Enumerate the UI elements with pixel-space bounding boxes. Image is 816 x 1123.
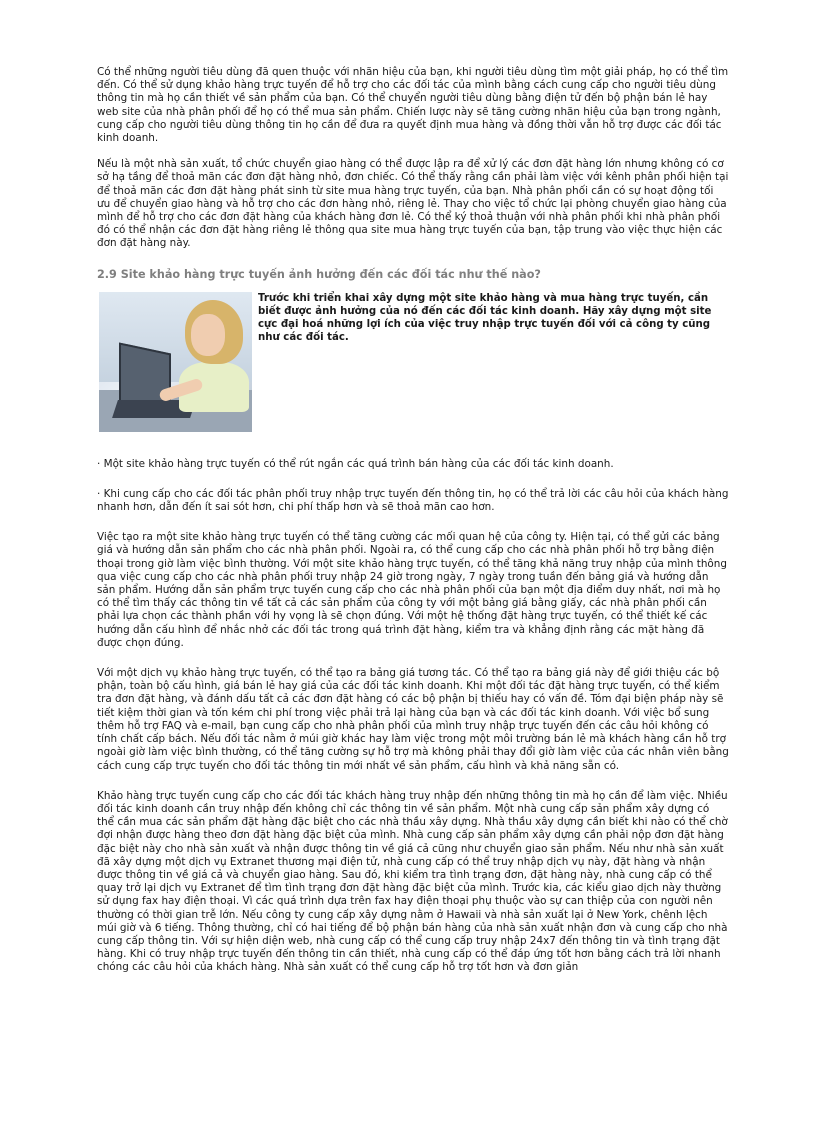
photo-woman-laptop [99,292,252,432]
paragraph-intro-1: Có thể những người tiêu dùng đã quen thuộc với nhãn hiệu của bạn, khi người tiêu dùng tìm một giải pháp, họ có thể tìm đến. Có thể sử dụng khảo hàng trực tuyến để hỗ trợ cho các đối tác của mình bằng cách cung cấp cho người tiêu dùng thông tin mà họ cần thiết về sản phẩm của bạn. Có thể chuyển người tiêu dùng bằng điện tử đến bộ phận bán lẻ hay web site của nhà phân phối để họ có thể mua sản phẩm. Chiến lược này sẽ tăng cường nhãn hiệu của bạn trong ngành, cung cấp cho người tiêu dùng thông tin họ cần để đưa ra quyết định mua hàng và đồng thời vẫn hỗ trợ được các đối tác kinh doanh. [97,66,729,145]
lead-text: Trước khi triển khai xây dựng một site khảo hàng và mua hàng trực tuyến, cần biết được ảnh hưởng của nó đến các đối tác kinh doanh. Hãy xây dựng một site cực đại hoá những lợi ích của việc truy nhập trực tuyến đối với cả công ty cũng như các đối tác. [258,292,712,344]
bullet-item: · Một site khảo hàng trực tuyến có thể rút ngắn các quá trình bán hàng của các đối tác kinh doanh. [97,457,614,470]
paragraph-body-1: Việc tạo ra một site khảo hàng trực tuyến có thể tăng cường các mối quan hệ của công ty. Hiện tại, có thể gửi các bảng giá và hướng dẫn sản phẩm cho các nhà phân phối. Ngoài ra, có thể cung cấp cho các nhà phân phối hỗ trợ bằng điện thoại trong giờ làm việc bình thường. Với một site khảo hàng trực tuyến, có thể tăng khả năng truy nhập của mình thông qua việc cung cấp cho các nhà phân phối truy nhập 24 giờ trong ngày, 7 ngày trong tuần đến bảng giá và hướng dẫn sản phẩm. Hướng dẫn sản phẩm trực tuyến cung cấp cho các nhà phân phối của bạn một địa điểm duy nhất, nơi mà họ có thể tìm thấy các thông tin về tất cả các sản phẩm của công ty với một bảng giá bằng giấy, các nhà phân phối cần phải lựa chọn các thành phần với hy vọng là sẽ chọn đúng. Với một hệ thống đặt hàng trực tuyến, có thể thiết kế các hướng dẫn cấu hình để nhắc nhở các đối tác trong quá trình đặt hàng, kiểm tra và khẳng định rằng các mặt hàng đã được chọn đúng. [97,531,727,649]
bullet-item: · Khi cung cấp cho các đối tác phân phối truy nhập trực tuyến đến thông tin, họ có thể trả lời các câu hỏi của khách hàng nhanh hơn, dẫn đến ít sai sót hơn, chi phí thấp hơn và sẽ thoả mãn cao hơn. [97,487,729,514]
paragraph-body-3: Khảo hàng trực tuyến cung cấp cho các đối tác khách hàng truy nhập đến những thông tin mà họ cần để làm việc. Nhiều đối tác kinh doanh cần truy nhập đến không chỉ các thông tin về sản phẩm. Một nhà cung cấp sản phẩm xây dựng có thể cần mua các sản phẩm đặt hàng đặc biệt cho các nhà thầu xây dựng. Nhà thầu xây dựng cần biết khi nào có thể chờ đợi nhận được hàng theo đơn đặt hàng đặc biệt của mình. Nhà cung cấp sản phẩm xây dựng cần phải nộp đơn đặt hàng đặc biệt này cho nhà sản xuất và nhận được thông tin về giá cả cũng như chuyển giao sản phẩm. Nếu như nhà sản xuất đã xây dựng một dịch vụ Extranet thương mại điện tử, nhà cung cấp có thể truy nhập dịch vụ này, đặt hàng và nhận được thông tin về giá cả và chuyển giao hàng. Sau đó, khi kiểm tra tình trạng đơn, đặt hàng này, nhà cung cấp có thể quay trở lại dịch vụ Extranet để tìm tình trạng đơn đặt hàng đặc biệt của mình. Trước kia, các kiểu giao dịch này thường sử dụng fax hay điện thoại. Vì các quá trình dựa trên fax hay điện thoại phụ thuộc vào sự can thiệp của con người nên thường có thời gian trễ lớn. Nếu công ty cung cấp xây dựng nằm ở Hawaii và nhà sản xuất lại ở New York, chênh lệch múi giờ và 6 tiếng. Thông thường, chỉ có hai tiếng để bộ phận bán hàng của nhà sản xuất nhận đơn và cung cấp cho nhà cung cấp thông tin. Với sự hiện diện web, nhà cung cấp có thể cung cấp truy nhập 24x7 đến thông tin và tình trạng đặt hàng. Khi có truy nhập trực tuyến đến thông tin cần thiết, nhà cung cấp có thể đáp ứng tốt hơn bằng cách trả lời nhanh chóng các câu hỏi của khách hàng. Nhà sản xuất có thể cung cấp hỗ trợ tốt hơn và đơn giản [97,789,728,974]
paragraph-body-2: Với một dịch vụ khảo hàng trực tuyến, có thể tạo ra bảng giá tương tác. Có thể tạo ra bảng giá này để giới thiệu các bộ phận, toàn bộ cấu hình, giá bán lẻ hay giá của các đối tác kinh doanh. Khi một đối tác đặt hàng trực tuyến, có thể kiểm tra đơn đặt hàng, và đánh dấu tất cả các đơn đặt hàng có các bộ phận bị thiếu hay có vấn đề. Tóm đại biện pháp này sẽ tiết kiệm thời gian và tốn kém chi phí trong việc phải trả lại hàng của bạn và các đối tác kinh doanh. Với việc bổ sung thêm hỗ trợ FAQ và e-mail, bạn cung cấp cho nhà phân phối của mình truy nhập trực tuyến đến các câu hỏi không có tính chất cấp bách. Nếu đối tác nằm ở múi giờ khác hay làm việc trong một môi trường bán lẻ mà khách hàng cần hỗ trợ ngoài giờ làm việc bình thường, có thể tăng cường sự hỗ trợ mà không phải thay đổi giờ làm việc của các nhân viên bằng cách cung cấp trực tuyến cho đối tác thông tin mới nhất về sản phẩm, cấu hình và khả năng sẵn có. [97,667,729,772]
figure-row [97,292,729,432]
paragraph-intro-2: Nếu là một nhà sản xuất, tổ chức chuyển giao hàng có thể được lập ra để xử lý các đơn đặt hàng lớn nhưng không có cơ sở hạ tầng để thoả mãn các đơn đặt hàng nhỏ, đơn chiếc. Có thể thấy rằng cần phải làm việc với kênh phân phối hiện tại để thoả mãn các đơn đặt hàng phát sinh từ site mua hàng trực tuyến, của bạn. Nhà phân phối cần có sự hoạt động tối ưu để chuyển giao hàng và hỗ trợ cho các đơn hàng nhỏ, riêng lẻ. Thay cho việc tổ chức lại phòng chuyển giao hàng của mình để hỗ trợ cho các đơn đặt hàng của khách hàng đơn lẻ. Có thể ký thoả thuận với nhà phân phối khi nhà phân phối đó có thể nhận các đơn đặt hàng riêng lẻ thông qua site mua hàng trực tuyến của bạn, tập trung vào việc thực hiện các đơn đặt hàng này. [97,158,729,250]
document-page [97,66,729,975]
section-heading: 2.9 Site khảo hàng trực tuyến ảnh hưởng đến các đối tác như thế nào? [97,267,541,281]
